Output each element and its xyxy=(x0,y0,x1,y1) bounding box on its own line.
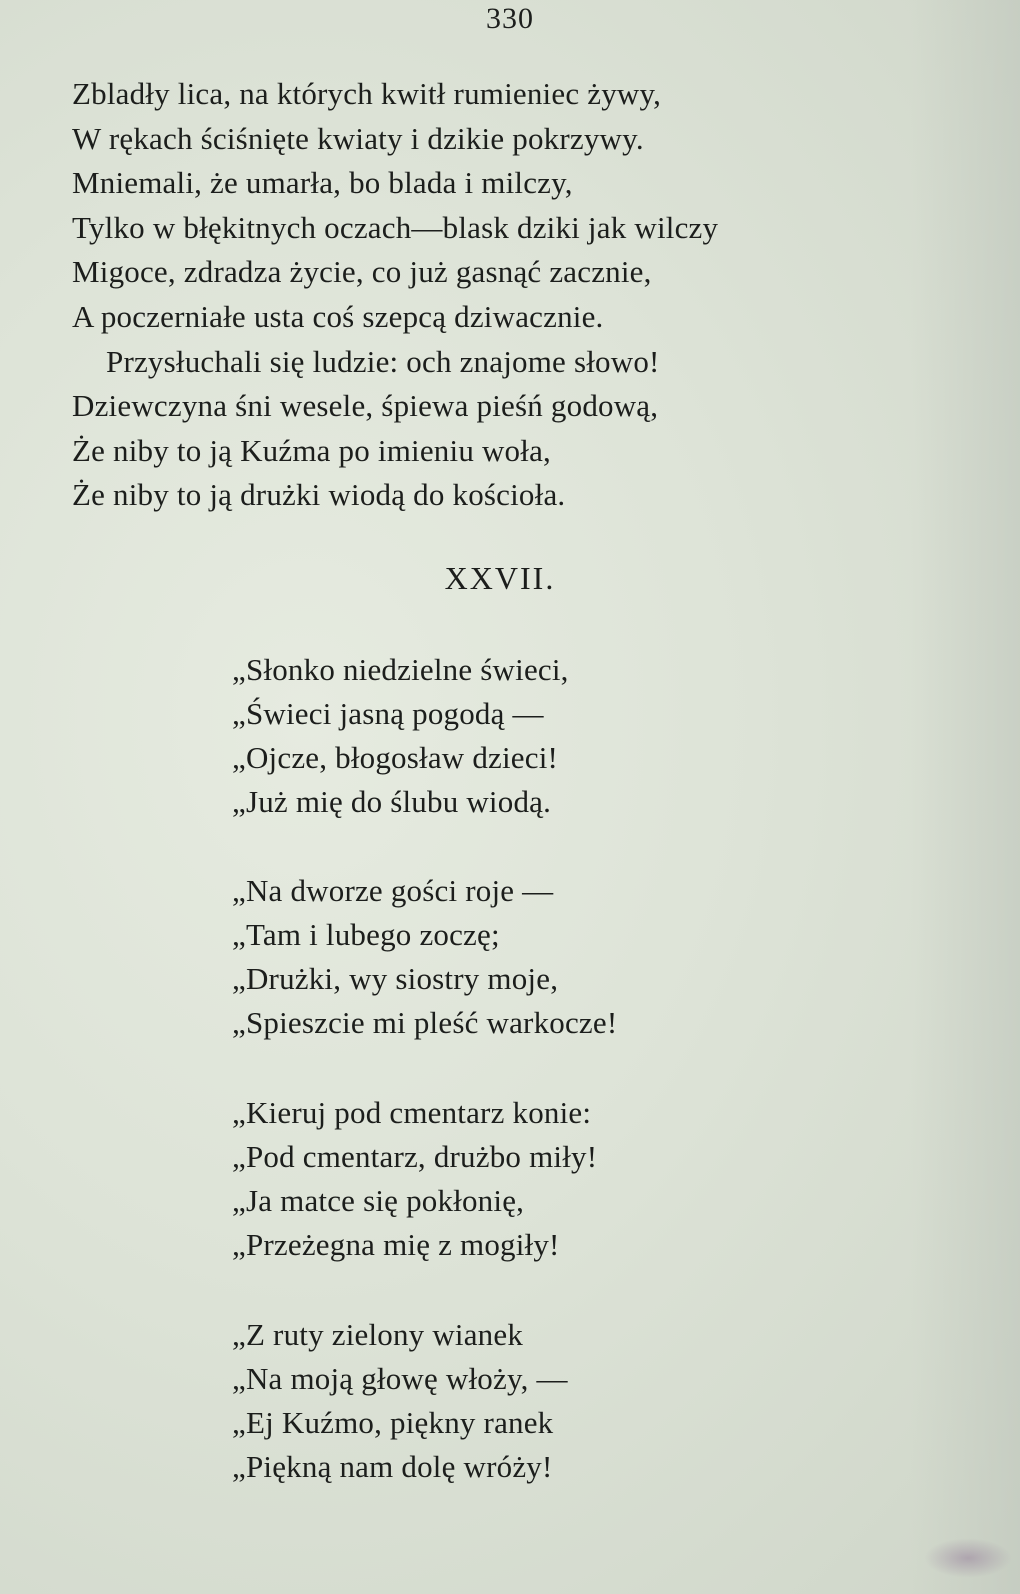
verse-line: W rękach ściśnięte kwiaty i dzikie pokrzywy. xyxy=(72,120,644,156)
song-stanza-3 xyxy=(232,1091,832,1267)
song-stanza-2 xyxy=(232,869,832,1045)
verse-line: Mniemali, że umarła, bo blada i milczy, xyxy=(72,165,573,201)
song-line: „Już mię do ślubu wiodą. xyxy=(232,784,552,819)
verse-line: A poczerniałe usta coś szepcą dziwacznie. xyxy=(72,298,604,334)
song-line: „Na dworze gości roje — xyxy=(232,873,554,908)
song-line: „Na moją głowę włoży, — xyxy=(232,1361,568,1396)
song-line: „Przeżegna mię z mogiły! xyxy=(232,1227,560,1262)
song-line: „Z ruty zielony wianek xyxy=(232,1317,524,1352)
verse-line: Że niby to ją Kuźma po imieniu woła, xyxy=(72,432,551,468)
song-line: „Ja matce się pokłonię, xyxy=(232,1183,525,1218)
verse-line: Przysłuchali się ludzie: och znajome słowo! xyxy=(106,343,660,379)
song-line: „Ej Kuźmo, piękny ranek xyxy=(232,1405,554,1440)
song-line: „Kieruj pod cmentarz konie: xyxy=(232,1095,592,1130)
song-line: „Ojcze, błogosław dzieci! xyxy=(232,740,559,775)
song-line: „Spieszcie mi pleść warkocze! xyxy=(232,1005,618,1040)
song-stanza-1 xyxy=(232,648,832,824)
page-number: 330 xyxy=(486,2,534,35)
song-line: „Słonko niedzielne świeci, xyxy=(232,652,569,687)
song-line: „Pod cmentarz, drużbo miły! xyxy=(232,1139,598,1174)
opening-stanza xyxy=(72,72,952,518)
song-line: „Świeci jasną pogodą — xyxy=(232,696,544,731)
verse-line: Dziewczyna śni wesele, śpiewa pieśń godową, xyxy=(72,388,659,424)
song-line: „Piękną nam dolę wróży! xyxy=(232,1449,553,1484)
ink-stain xyxy=(924,1538,1012,1578)
song-line: „Tam i lubego zoczę; xyxy=(232,917,500,952)
song-line: „Drużki, wy siostry moje, xyxy=(232,961,559,996)
verse-line: Tylko w błękitnych oczach—blask dziki jak wilczy xyxy=(72,209,719,245)
song-stanza-4 xyxy=(232,1313,832,1489)
verse-line: Że niby to ją drużki wiodą do kościoła. xyxy=(72,477,566,513)
verse-line: Migoce, zdradza życie, co już gasnąć zacznie, xyxy=(72,254,652,290)
verse-line: Zbladły lica, na których kwitł rumieniec żywy, xyxy=(72,76,662,111)
section-heading: XXVII. xyxy=(444,560,556,596)
